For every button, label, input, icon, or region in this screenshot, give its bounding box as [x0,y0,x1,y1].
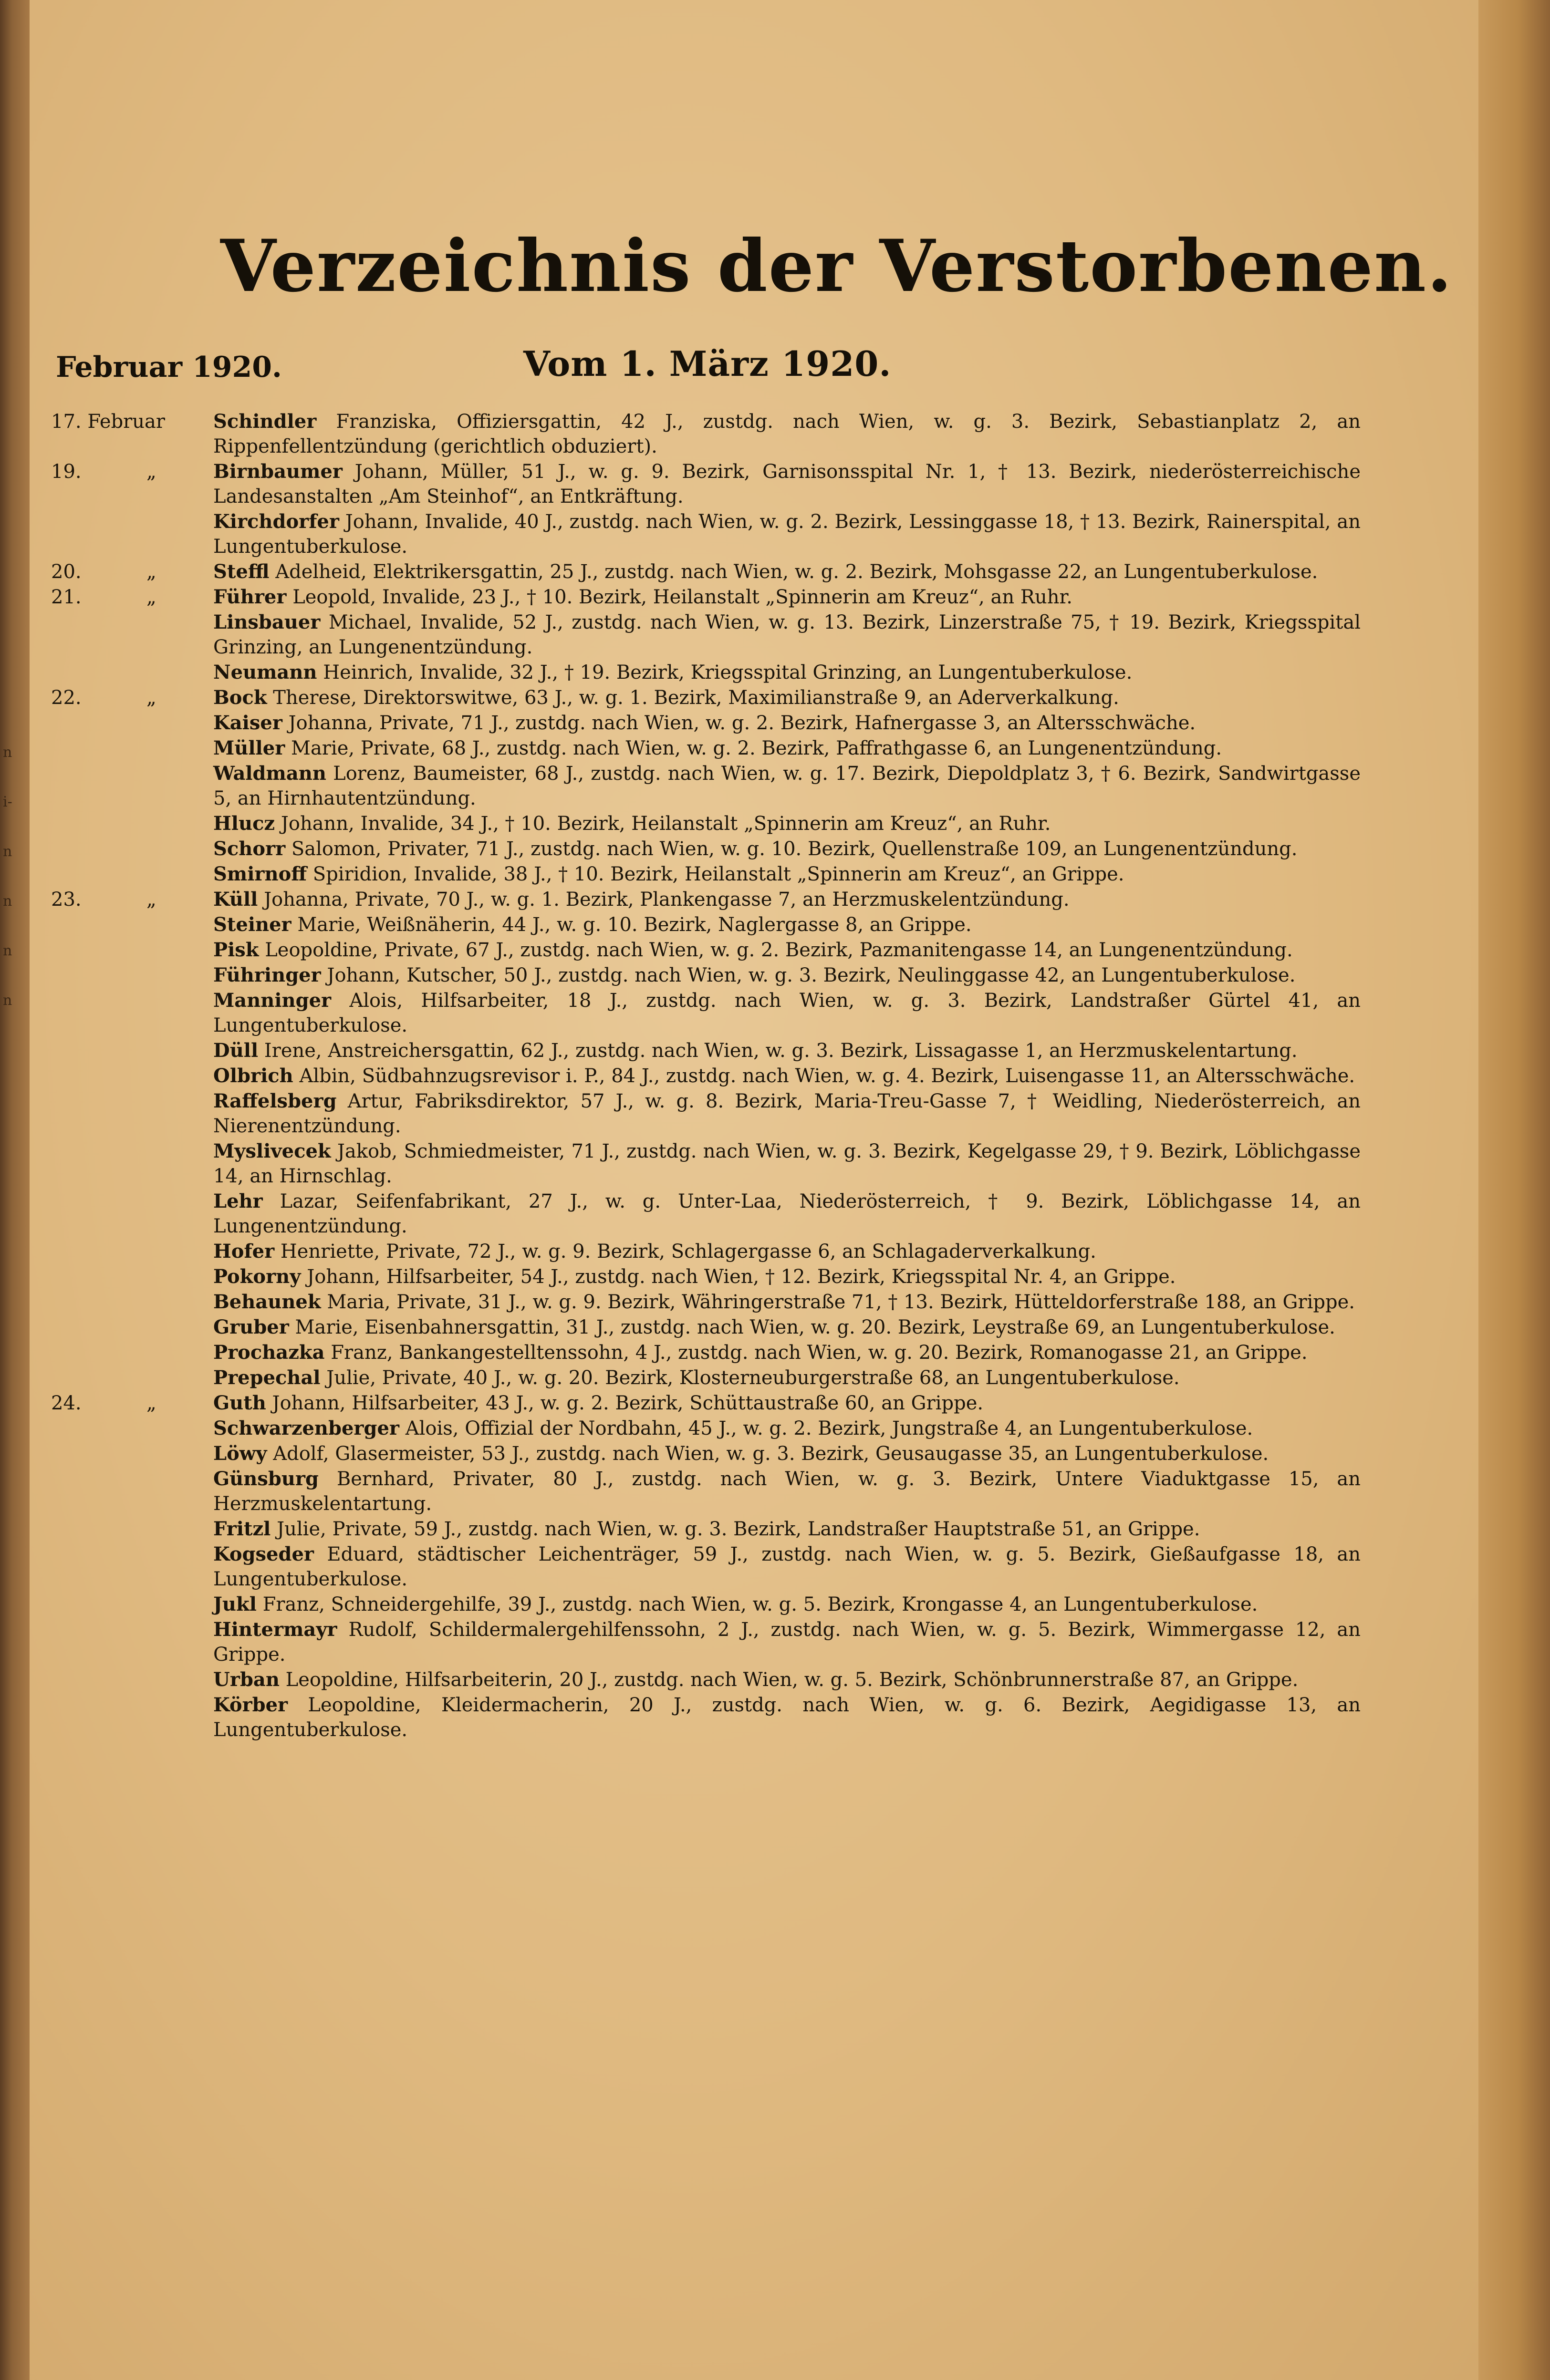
entry-text [213,1089,1361,1138]
register-entry [51,1239,1361,1264]
page-edge [1478,0,1550,2380]
entry-text [213,736,1361,761]
entry-date [51,1239,213,1264]
register-entry [51,1416,1361,1441]
register-entry [51,1264,1361,1289]
entry-details: Marie, Weißnäherin, 44 J., w. g. 10. Bezirk, Naglergasse 8, an Grippe. [297,914,972,936]
entry-text [213,912,1361,937]
entry-surname: Körber [213,1694,288,1716]
entry-surname: Kaiser [213,712,282,734]
entry-details: Lorenz, Baumeister, 68 J., zustdg. nach Wien, w. g. 17. Bezirk, Diepoldplatz 3, † 6. Bezirk, Sandwirtgasse 5, an Hirnhautentzündung. [213,763,1361,809]
entry-text [213,1467,1361,1516]
register-entry [51,459,1361,509]
entry-details: Johanna, Private, 70 J., w. g. 1. Bezirk, Plankengasse 7, an Herzmuskelentzündung. [264,889,1070,911]
entry-surname: Schindler [213,410,317,433]
entry-date [51,1467,213,1516]
entry-surname: Prochazka [213,1341,325,1364]
register-entry [51,409,1361,459]
entry-surname: Pisk [213,939,259,961]
entry-date [51,1290,213,1314]
entry-details: Johann, Hilfsarbeiter, 54 J., zustdg. nach Wien, † 12. Bezirk, Kriegsspital Nr. 4, an Grippe. [307,1266,1176,1288]
section-heading: Vom 1. März 1920. [523,343,892,384]
register-entry [51,887,1361,912]
entry-date [51,1617,213,1667]
entry-details: Adelheid, Elektrikersgattin, 25 J., zustdg. nach Wien, w. g. 2. Bezirk, Mohsgasse 22, an Lungentuberkulose. [275,561,1318,583]
margin-marks [3,744,22,1042]
entry-surname: Hintermayr [213,1618,337,1641]
register-entry [51,1315,1361,1340]
register-entry [51,1467,1361,1516]
entry-surname: Schorr [213,838,286,860]
entry-day: 20. [51,561,82,583]
register-entry [51,685,1361,710]
binding-spine [0,0,30,2380]
register-entry [51,912,1361,937]
entry-date [51,1416,213,1441]
entry-day: 17. Februar [51,411,166,433]
entry-date [51,1264,213,1289]
entry-date [51,938,213,962]
entry-surname: Myslivecek [213,1140,331,1162]
register-entry [51,610,1361,660]
entry-text [213,711,1361,735]
entry-details: Franz, Bankangestelltenssohn, 4 J., zustdg. nach Wien, w. g. 20. Bezirk, Romanogasse 21, an Grippe. [331,1342,1308,1364]
entry-ditto-mark: „ [146,461,156,483]
register-entry [51,1391,1361,1416]
entry-text [213,509,1361,559]
entry-surname: Hlucz [213,812,275,835]
register-entry [51,963,1361,988]
entry-details: Michael, Invalide, 52 J., zustdg. nach Wien, w. g. 13. Bezirk, Linzerstraße 75, † 19. Bezirk, Kriegsspital Grinzing, an Lungenentzündung. [213,611,1361,658]
entry-surname: Löwy [213,1442,267,1465]
entry-ditto-mark: „ [146,889,156,911]
entry-details: Alois, Offizial der Nordbahn, 45 J., w. g. 2. Bezirk, Jungstraße 4, an Lungentuberkulose. [405,1418,1253,1439]
entry-text [213,761,1361,811]
entry-surname: Kirchdorfer [213,510,339,533]
entry-details: Marie, Private, 68 J., zustdg. nach Wien, w. g. 2. Bezirk, Paffrathgasse 6, an Lungenentzündung. [291,737,1222,759]
entry-details: Heinrich, Invalide, 32 J., † 19. Bezirk, Kriegsspital Grinzing, an Lungentuberkulose. [323,662,1133,683]
entry-text [213,1340,1361,1365]
register-entry [51,1617,1361,1667]
entry-date [51,811,213,836]
entry-text [213,1239,1361,1264]
entry-text [213,887,1361,912]
register-entry [51,862,1361,887]
register-entry [51,736,1361,761]
entry-details: Jakob, Schmiedmeister, 71 J., zustdg. nach Wien, w. g. 3. Bezirk, Kegelgasse 29, † 9. Bezirk, Löblichgasse 14, an Hirnschlag. [213,1140,1361,1187]
entry-text [213,685,1361,710]
document-page [30,0,1478,2380]
entry-date [51,660,213,685]
entry-details: Johann, Hilfsarbeiter, 43 J., w. g. 2. Bezirk, Schüttaustraße 60, an Grippe. [272,1392,984,1414]
entry-text [213,938,1361,962]
entry-details: Julie, Private, 40 J., w. g. 20. Bezirk, Klosterneuburgerstraße 68, an Lungentuberkulose. [326,1367,1180,1389]
entry-date [51,1340,213,1365]
entry-date [51,887,213,912]
entry-details: Leopold, Invalide, 23 J., † 10. Bezirk, Heilanstalt „Spinnerin am Kreuz“, an Ruhr. [292,586,1072,608]
entry-day: 19. [51,461,82,483]
entry-text [213,610,1361,660]
entry-details: Julie, Private, 59 J., zustdg. nach Wien, w. g. 3. Bezirk, Landstraßer Hauptstraße 51, an Grippe. [277,1518,1200,1540]
entry-text [213,660,1361,685]
entry-date [51,585,213,610]
entry-day: 24. [51,1392,82,1414]
entry-surname: Raffelsberg [213,1090,337,1112]
entry-surname: Jukl [213,1593,257,1615]
entry-surname: Smirnoff [213,863,307,885]
entry-ditto-mark: „ [146,1392,156,1414]
entry-text [213,1617,1361,1667]
entry-text [213,1391,1361,1416]
register-entry [51,1542,1361,1592]
entry-details: Johann, Invalide, 34 J., † 10. Bezirk, Heilanstalt „Spinnerin am Kreuz“, an Ruhr. [281,813,1051,835]
entry-surname: Küll [213,888,258,911]
register-entry [51,837,1361,861]
entry-details: Irene, Anstreichersgattin, 62 J., zustdg. nach Wien, w. g. 3. Bezirk, Lissagasse 1, an Herzmuskelentartung. [264,1040,1298,1062]
entry-date [51,1139,213,1189]
month-label: Februar 1920. [56,351,282,384]
entry-date [51,685,213,710]
register-entry [51,761,1361,811]
entry-text [213,1290,1361,1314]
entry-date [51,1366,213,1390]
register-entry [51,1693,1361,1742]
register-entry [51,660,1361,685]
entry-surname: Behaunek [213,1291,321,1313]
entry-date [51,862,213,887]
entry-date [51,988,213,1038]
margin-mark: i- [3,794,12,810]
entry-surname: Waldmann [213,762,326,785]
entry-text [213,459,1361,509]
entry-details: Eduard, städtischer Leichenträger, 59 J., zustdg. nach Wien, w. g. 5. Bezirk, Gießaufgasse 18, an Lungentuberkulose. [213,1543,1361,1590]
entry-text [213,409,1361,459]
register-entry [51,1139,1361,1189]
entry-text [213,1264,1361,1289]
entry-details: Bernhard, Privater, 80 J., zustdg. nach Wien, w. g. 3. Bezirk, Untere Viaduktgasse 15, an Herzmuskelentartung. [213,1468,1361,1515]
entry-surname: Führer [213,586,287,608]
entry-date [51,736,213,761]
entry-text [213,1693,1361,1742]
entry-date [51,711,213,735]
entry-date [51,1189,213,1239]
entry-date [51,1089,213,1138]
entry-surname: Linsbauer [213,611,321,633]
register-entry [51,509,1361,559]
entry-text [213,1517,1361,1542]
entry-ditto-mark: „ [146,561,156,583]
margin-mark: n [3,843,12,860]
entry-date [51,409,213,459]
entry-date [51,837,213,861]
margin-mark: n [3,893,12,910]
entry-surname: Lehr [213,1190,263,1212]
entry-date [51,1517,213,1542]
entry-date [51,610,213,660]
register-entry [51,1089,1361,1138]
entry-date [51,1391,213,1416]
entry-surname: Gruber [213,1316,289,1338]
entry-text [213,837,1361,861]
register-entry [51,1290,1361,1314]
entry-details: Johann, Kutscher, 50 J., zustdg. nach Wien, w. g. 3. Bezirk, Neulinggasse 42, an Lungentuberkulose. [327,964,1296,986]
entry-surname: Müller [213,737,285,759]
register-entry [51,1667,1361,1692]
entry-surname: Düll [213,1039,259,1062]
entry-text [213,1315,1361,1340]
entry-day: 21. [51,586,82,608]
entry-details: Johann, Invalide, 40 J., zustdg. nach Wien, w. g. 2. Bezirk, Lessinggasse 18, † 13. Bezirk, Rainerspital, an Lungentuberkulose. [213,511,1361,558]
entry-date [51,1064,213,1088]
entry-day: 22. [51,687,82,709]
entry-surname: Prepechal [213,1366,321,1389]
entry-date [51,1592,213,1617]
entry-details: Leopoldine, Private, 67 J., zustdg. nach Wien, w. g. 2. Bezirk, Pazmanitengasse 14, an Lungenentzündung. [265,939,1293,961]
entry-details: Johanna, Private, 71 J., zustdg. nach Wien, w. g. 2. Bezirk, Hafnergasse 3, an Altersschwäche. [288,712,1196,734]
entry-text [213,988,1361,1038]
entry-text [213,1064,1361,1088]
entry-text [213,1366,1361,1390]
entry-surname: Pokorny [213,1265,301,1288]
entry-text [213,1441,1361,1466]
register-entry [51,1064,1361,1088]
entry-date [51,761,213,811]
entry-details: Salomon, Privater, 71 J., zustdg. nach Wien, w. g. 10. Bezirk, Quellenstraße 109, an Lungenentzündung. [291,838,1298,860]
entry-details: Artur, Fabriksdirektor, 57 J., w. g. 8. Bezirk, Maria-Treu-Gasse 7, † Weidling, Niederösterreich, an Nierenentzündung. [213,1090,1361,1137]
entry-details: Leopoldine, Kleidermacherin, 20 J., zustdg. nach Wien, w. g. 6. Bezirk, Aegidigasse 13, an Lungentuberkulose. [213,1694,1361,1741]
entry-day: 23. [51,889,82,911]
entry-surname: Neumann [213,661,317,683]
entry-details: Adolf, Glasermeister, 53 J., zustdg. nach Wien, w. g. 3. Bezirk, Geusaugasse 35, an Lungentuberkulose. [273,1443,1269,1465]
register-entry [51,585,1361,610]
entry-date [51,509,213,559]
register-entry [51,1038,1361,1063]
entry-text [213,1667,1361,1692]
entry-text [213,585,1361,610]
entry-details: Rudolf, Schildermalergehilfenssohn, 2 J., zustdg. nach Wien, w. g. 5. Bezirk, Wimmergasse 12, an Grippe. [213,1619,1361,1666]
entry-surname: Führinger [213,964,321,986]
register-entry [51,811,1361,836]
entry-ditto-mark: „ [146,586,156,608]
register-entry [51,711,1361,735]
entry-details: Franziska, Offiziersgattin, 42 J., zustdg. nach Wien, w. g. 3. Bezirk, Sebastianplatz 2, an Rippenfellentzündung (gerichtlich obduziert). [213,411,1361,457]
register-entry [51,559,1361,584]
entry-ditto-mark: „ [146,687,156,709]
entry-details: Alois, Hilfsarbeiter, 18 J., zustdg. nach Wien, w. g. 3. Bezirk, Landstraßer Gürtel 41, an Lungentuberkulose. [213,990,1361,1036]
register-entry [51,1517,1361,1542]
entry-date [51,1038,213,1063]
register-entry [51,988,1361,1038]
entry-date [51,459,213,509]
entry-details: Lazar, Seifenfabrikant, 27 J., w. g. Unter-Laa, Niederösterreich, † 9. Bezirk, Löblichgasse 14, an Lungenentzündung. [213,1190,1361,1237]
entry-surname: Fritzl [213,1518,271,1540]
entry-date [51,1542,213,1592]
death-register-list [51,409,1361,1743]
entry-details: Leopoldine, Hilfsarbeiterin, 20 J., zustdg. nach Wien, w. g. 5. Bezirk, Schönbrunnerstraße 87, an Grippe. [285,1669,1299,1691]
entry-date [51,912,213,937]
entry-text [213,862,1361,887]
entry-surname: Urban [213,1668,280,1691]
entry-text [213,811,1361,836]
entry-surname: Schwarzenberger [213,1417,399,1439]
register-entry [51,1189,1361,1239]
register-entry [51,1441,1361,1466]
page-title: Verzeichnis der Verstorbenen. [220,224,1453,308]
entry-details: Therese, Direktorswitwe, 63 J., w. g. 1. Bezirk, Maximilianstraße 9, an Aderverkalkung. [273,687,1119,709]
entry-surname: Steiner [213,913,291,936]
register-entry [51,1366,1361,1390]
entry-details: Henriette, Private, 72 J., w. g. 9. Bezirk, Schlagergasse 6, an Schlagaderverkalkung. [280,1241,1096,1262]
register-entry [51,938,1361,962]
entry-text [213,963,1361,988]
entry-details: Johann, Müller, 51 J., w. g. 9. Bezirk, Garnisonsspital Nr. 1, † 13. Bezirk, niederösterreichische Landesanstalten „Am Steinhof“, an Entkräftung. [213,461,1361,507]
entry-details: Spiridion, Invalide, 38 J., † 10. Bezirk, Heilanstalt „Spinnerin am Kreuz“, an Grippe. [312,863,1124,885]
register-entry [51,1592,1361,1617]
entry-date [51,963,213,988]
margin-mark: n [3,992,12,1009]
entry-text [213,1038,1361,1063]
entry-surname: Bock [213,686,267,709]
entry-date [51,1667,213,1692]
entry-surname: Birnbaumer [213,460,343,483]
entry-details: Marie, Eisenbahnersgattin, 31 J., zustdg. nach Wien, w. g. 20. Bezirk, Leystraße 69, an Lungentuberkulose. [295,1316,1335,1338]
entry-surname: Kogseder [213,1543,314,1565]
margin-mark: n [3,744,12,761]
entry-date [51,1315,213,1340]
entry-details: Albin, Südbahnzugsrevisor i. P., 84 J., zustdg. nach Wien, w. g. 4. Bezirk, Luisengasse 11, an Altersschwäche. [299,1065,1355,1087]
margin-mark: n [3,942,12,959]
entry-text [213,1592,1361,1617]
entry-text [213,1189,1361,1239]
entry-text [213,1542,1361,1592]
entry-surname: Guth [213,1392,266,1414]
entry-text [213,1139,1361,1189]
entry-details: Franz, Schneidergehilfe, 39 J., zustdg. nach Wien, w. g. 5. Bezirk, Krongasse 4, an Lungentuberkulose. [262,1594,1258,1615]
entry-date [51,1693,213,1742]
entry-date [51,1441,213,1466]
entry-date [51,559,213,584]
entry-surname: Hofer [213,1240,275,1262]
entry-surname: Olbrich [213,1065,293,1087]
entry-surname: Steffl [213,560,270,583]
entry-details: Maria, Private, 31 J., w. g. 9. Bezirk, Währingerstraße 71, † 13. Bezirk, Hütteldorferstraße 188, an Grippe. [327,1291,1355,1313]
entry-text [213,559,1361,584]
entry-surname: Manninger [213,989,332,1012]
entry-surname: Günsburg [213,1468,319,1490]
register-entry [51,1340,1361,1365]
entry-text [213,1416,1361,1441]
